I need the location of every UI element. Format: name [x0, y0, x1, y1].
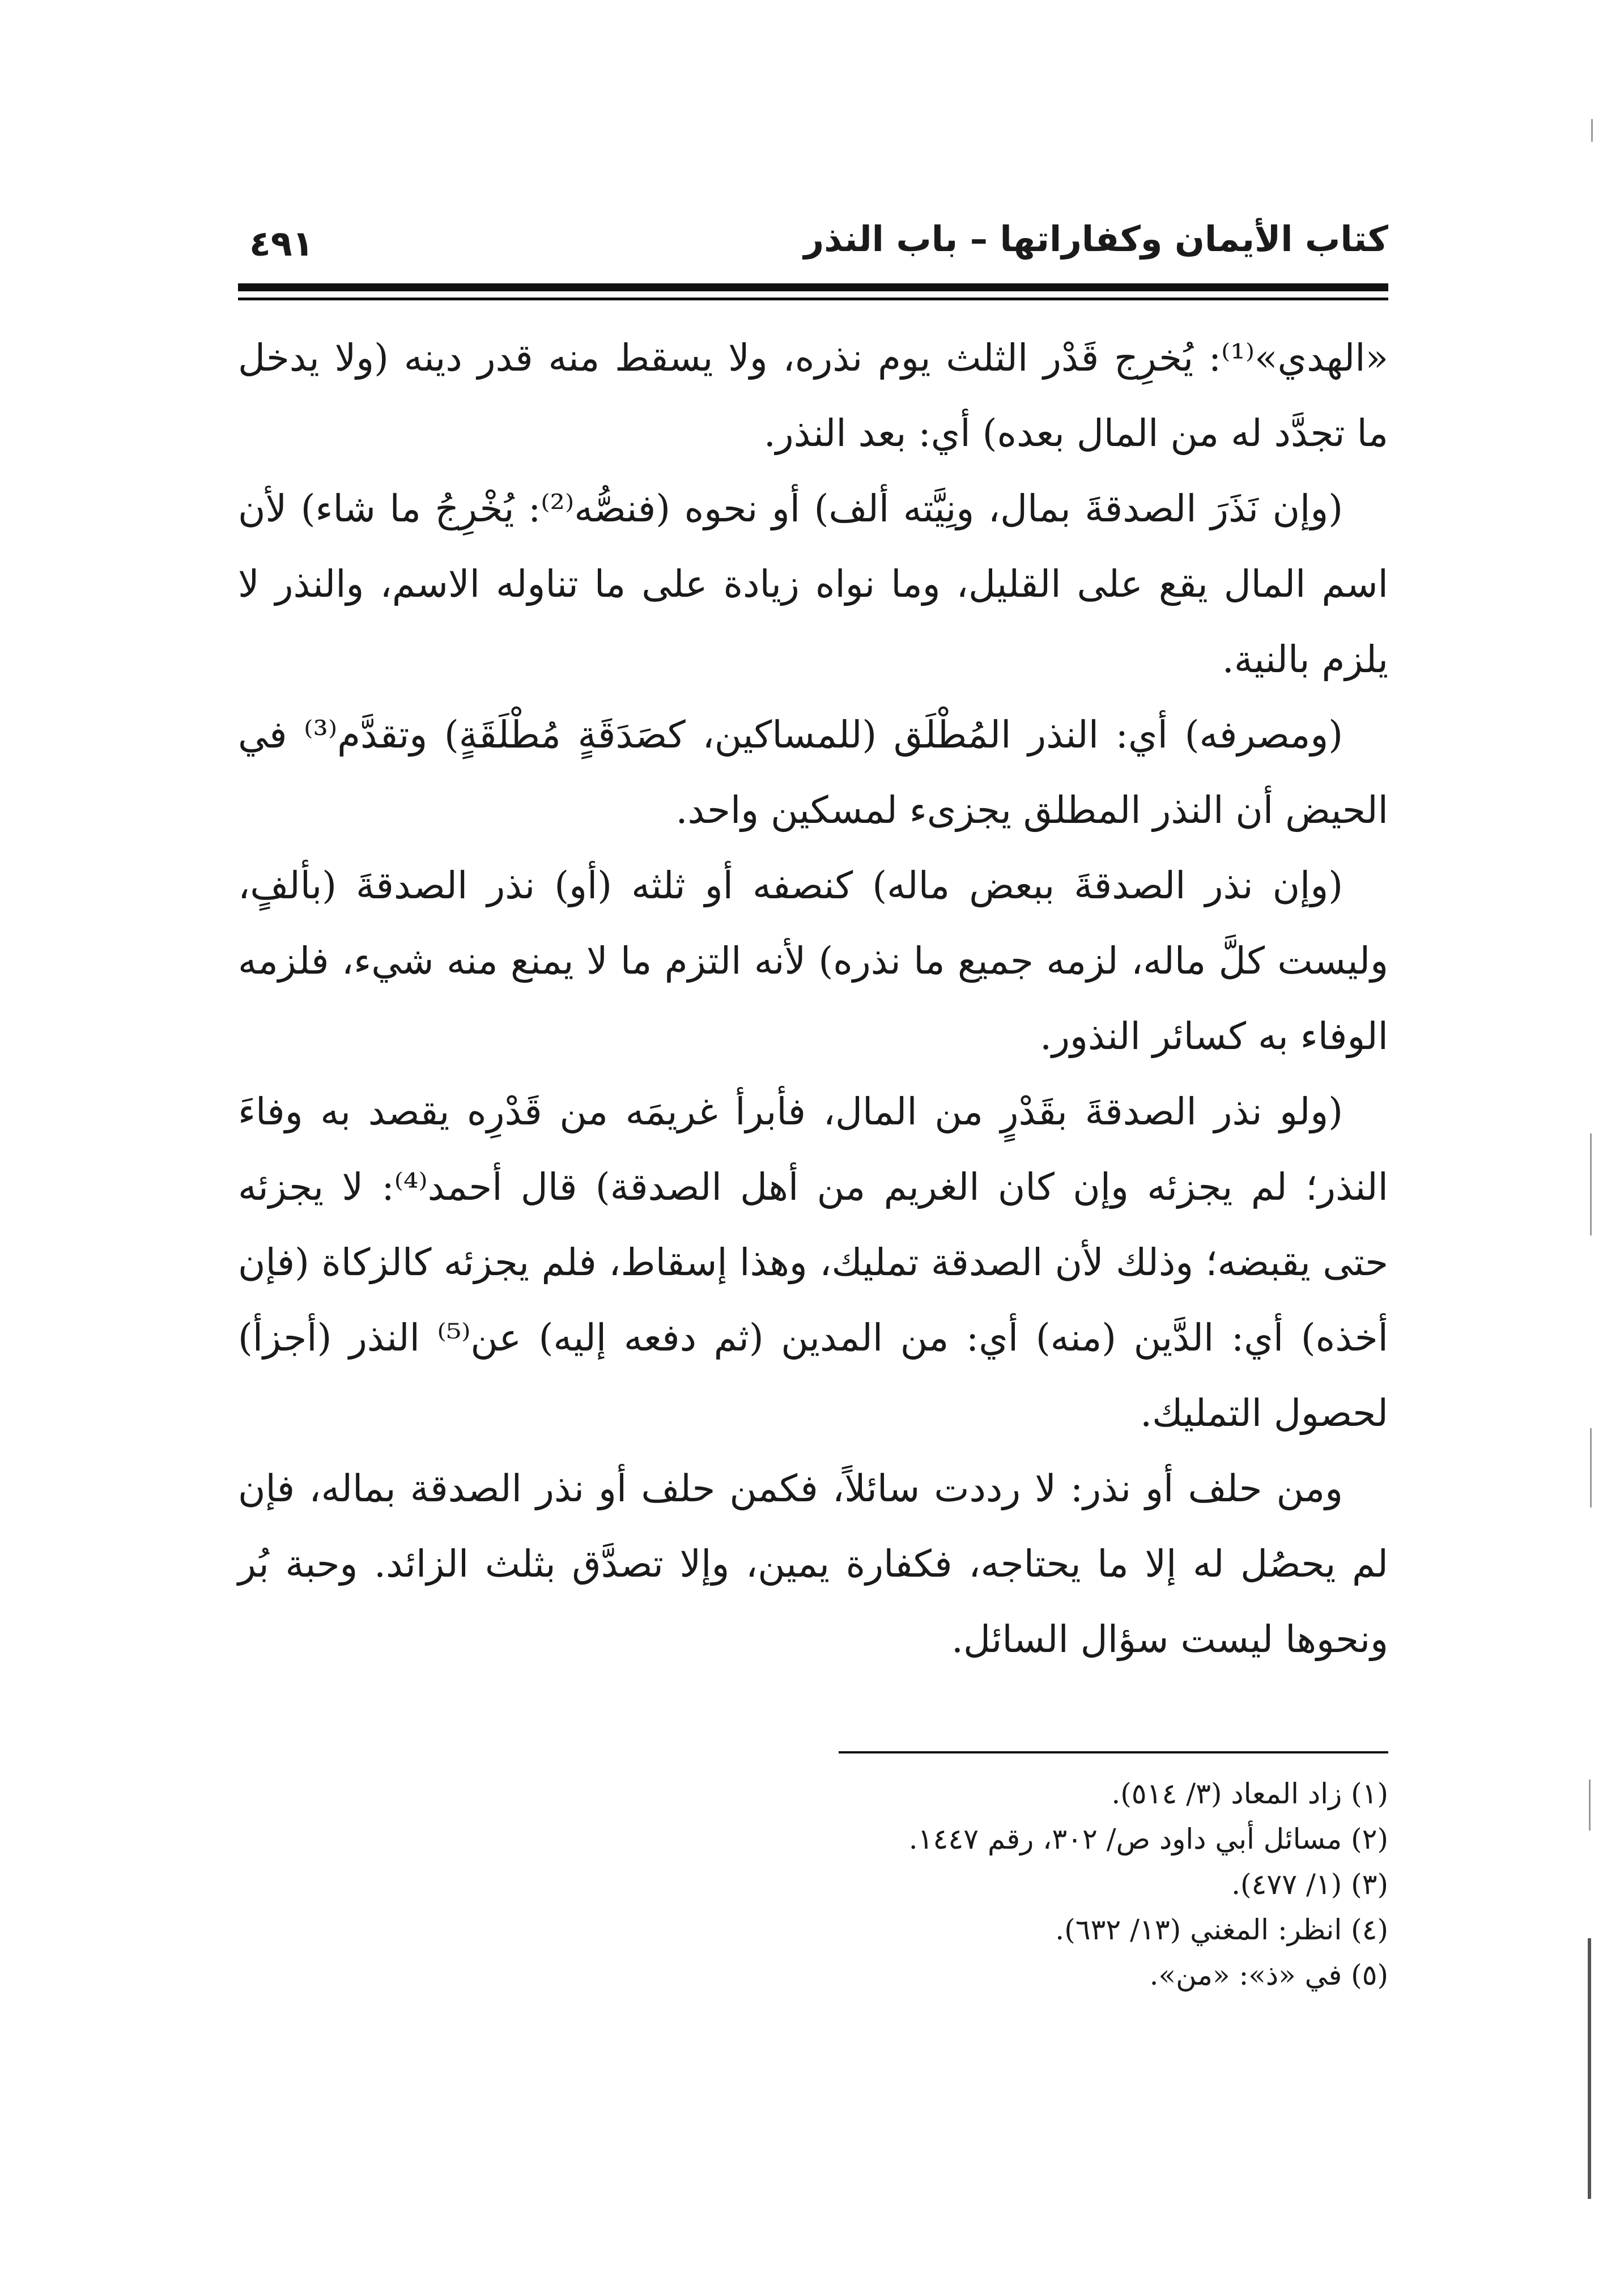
footnote-item: (٥) في «ذ»: «من».: [1149, 1959, 1388, 1991]
running-title: كتاب الأيمان وكفاراتها – باب النذر: [804, 218, 1388, 260]
scan-mark: [1590, 1133, 1592, 1235]
paragraph: (وإن نَذَرَ الصدقةَ بمال، ونِيَّته ألف) أو نحوه (فنصُّه⁽²⁾: يُخْرِجُ ما شاء) لأن اسم المال يقع على القليل، وما نواه زيادة على ما تناوله الاسم، والنذر لا يلزم بالنية.: [238, 487, 1388, 681]
scan-mark: [1590, 1428, 1592, 1508]
scan-mark: [1588, 1938, 1591, 2199]
scan-mark: [1591, 119, 1593, 142]
paragraph: (ولو نذر الصدقةَ بقَدْرٍ من المال، فأبرأ غريمَه من قَدْرِه يقصد به وفاءَ النذر؛ لم يجزئه وإن كان الغريم من أهل الصدقة) قال أحمد⁽⁴⁾: لا يجزئه حتى يقبضه؛ وذلك لأن الصدقة تمليك، وهذا إسقاط، فلم يجزئه كالزكاة (فإن أخذه) أي: الدَّين (منه) أي: من المدين (ثم دفعه إليه) عن⁽⁵⁾ النذر (أجزأ) لحصول التمليك.: [238, 1090, 1388, 1435]
main-text: [238, 320, 1388, 1677]
scan-mark: [1589, 1780, 1591, 1831]
paragraph: (وإن نذر الصدقةَ ببعض ماله) كنصفه أو ثلثه (أو) نذر الصدقةَ (بألفٍ، وليست كلَّ ماله، لزمه جميع ما نذره) لأنه التزم ما لا يمنع منه شيء، فلزمه الوفاء به كسائر النذور.: [238, 864, 1388, 1058]
footnote-item: (٣) (١/ ٤٧٧).: [1231, 1868, 1388, 1901]
scan-edge-marks: [1584, 0, 1601, 2293]
footnote-item: (١) زاد المعاد (٣/ ٥١٤).: [1111, 1777, 1388, 1810]
footnote-item: (٤) انظر: المغني (١٣/ ٦٣٢).: [1055, 1913, 1388, 1946]
paragraph: (ومصرفه) أي: النذر المُطْلَق (للمساكين، كصَدَقَةٍ مُطْلَقَةٍ) وتقدَّم⁽³⁾ في الحيض أن النذر المطلق يجزىء لمسكين واحد.: [238, 713, 1388, 832]
footnote-separator: [839, 1751, 1388, 1753]
header-rule-thin: [238, 298, 1388, 300]
page-header: [238, 213, 1388, 275]
paragraph: «الهدي»⁽¹⁾: يُخرِج قَدْر الثلث يوم نذره، ولا يسقط منه قدر دينه (ولا يدخل ما تجدَّد له من المال بعده) أي: بعد النذر.: [238, 336, 1388, 455]
page-number: ٤٩١: [249, 223, 314, 264]
footnotes: [238, 1771, 1388, 1998]
header-rule-thick: [238, 283, 1388, 291]
paragraph: ومن حلف أو نذر: لا رددت سائلاً، فكمن حلف أو نذر الصدقة بماله، فإن لم يحصُل له إلا ما يحتاجه، فكفارة يمين، وإلا تصدَّق بثلث الزائد. وحبة بُر ونحوها ليست سؤال السائل.: [238, 1467, 1388, 1661]
footnote-item: (٢) مسائل أبي داود ص/ ٣٠٢، رقم ١٤٤٧.: [908, 1823, 1388, 1855]
